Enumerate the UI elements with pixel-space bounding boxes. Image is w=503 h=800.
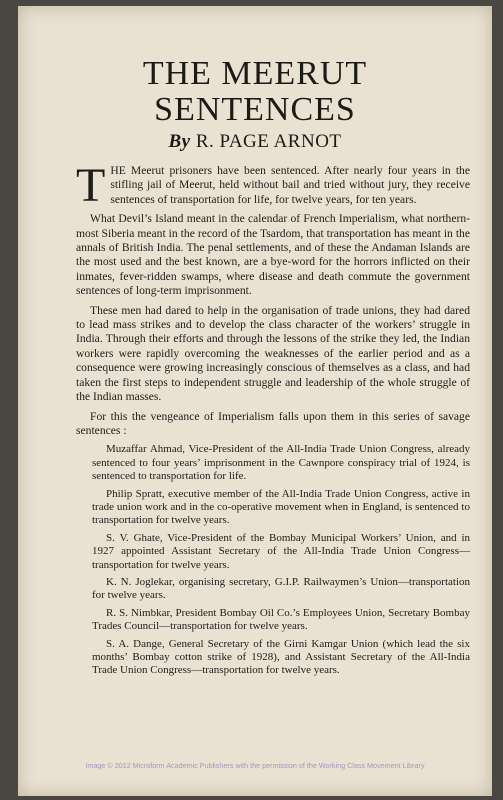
byline <box>18 131 492 153</box>
byline-author: R. PAGE ARNOT <box>195 131 342 152</box>
title-line-1: THE MEERUT <box>142 55 368 92</box>
drop-cap: T <box>76 159 106 212</box>
sentences-list <box>92 443 470 678</box>
sentence-item: R. S. Nimbkar, President Bombay Oil Co.’s Employees Union, Secretary Bombay Trades Council—transportation for twelve years. <box>92 606 470 633</box>
sentence-item: Muzaffar Ahmad, Vice-President of the All-India Trade Union Congress, already sentenced to four years’ imprisonment in the Cawnpore conspiracy trial of 1924, is sentenced to transportation for life. <box>92 443 470 483</box>
sentence-item: S. A. Dange, General Secretary of the Girni Kamgar Union (which lead the six months’ Bombay cotton strike of 1928), and Assistant Secretary of the All-India Trade Union Congress—transportation for twelve years. <box>92 637 470 677</box>
page-title <box>18 56 492 128</box>
intro-paragraph <box>76 159 470 212</box>
copyright-watermark: Image © 2012 Microform Academic Publishers with the permission of the Working Class Movement Library <box>85 761 425 770</box>
document-page <box>18 6 492 796</box>
sentence-item: S. V. Ghate, Vice-President of the Bombay Municipal Workers’ Union, and in 1927 appointed Assistant Secretary of the All-India Trade Union Congress—transportation for twelve years. <box>92 531 470 571</box>
article-body <box>76 159 470 682</box>
paragraph: What Devil’s Island meant in the calendar of French Imperialism, what northern-most Siberia meant in the record of the Tsardom, that transportation has meant in the annals of British India. The penal settlements, and of these the Andaman Islands are the most used and the best known, are a bye-word for the horrors inflicted on their inmates, fever-ridden swamps, where disease and death commute the government sentences of long-term imprisonment. <box>76 212 470 298</box>
sentence-item: K. N. Joglekar, organising secretary, G.I.P. Railwaymen’s Union—transportation for twelve years. <box>92 575 470 602</box>
paragraph: For this the vengeance of Imperialism falls upon them in this series of savage sentences : <box>76 409 470 437</box>
intro-text: Meerut prisoners have been sentenced. After nearly four years in the stifling jail of Meerut, held without bail and tried without jury, they receive sentences of transportation for life, for twelve years, for ten years. <box>110 164 470 206</box>
byline-by: By <box>168 131 191 152</box>
intro-lead: HE <box>110 164 126 177</box>
title-line-2: SENTENCES <box>154 91 356 128</box>
paragraph: These men had dared to help in the organisation of trade unions, they had dared to lead mass strikes and to develop the class character of the workers’ struggle in India. Through their efforts and through the lessons of the strike they led, the Indian workers were rapidly overcoming the weaknesses of the earlier period and as a consequence were growing increasingly conscious of themselves as a class, and had taken the first steps to independent struggle and leadership of the whole struggle of the Indian masses. <box>76 303 470 404</box>
sentence-item: Philip Spratt, executive member of the All-India Trade Union Congress, active in trade union work and in the co-operative movement when in England, is sentenced to transportation for twelve years. <box>92 487 470 527</box>
